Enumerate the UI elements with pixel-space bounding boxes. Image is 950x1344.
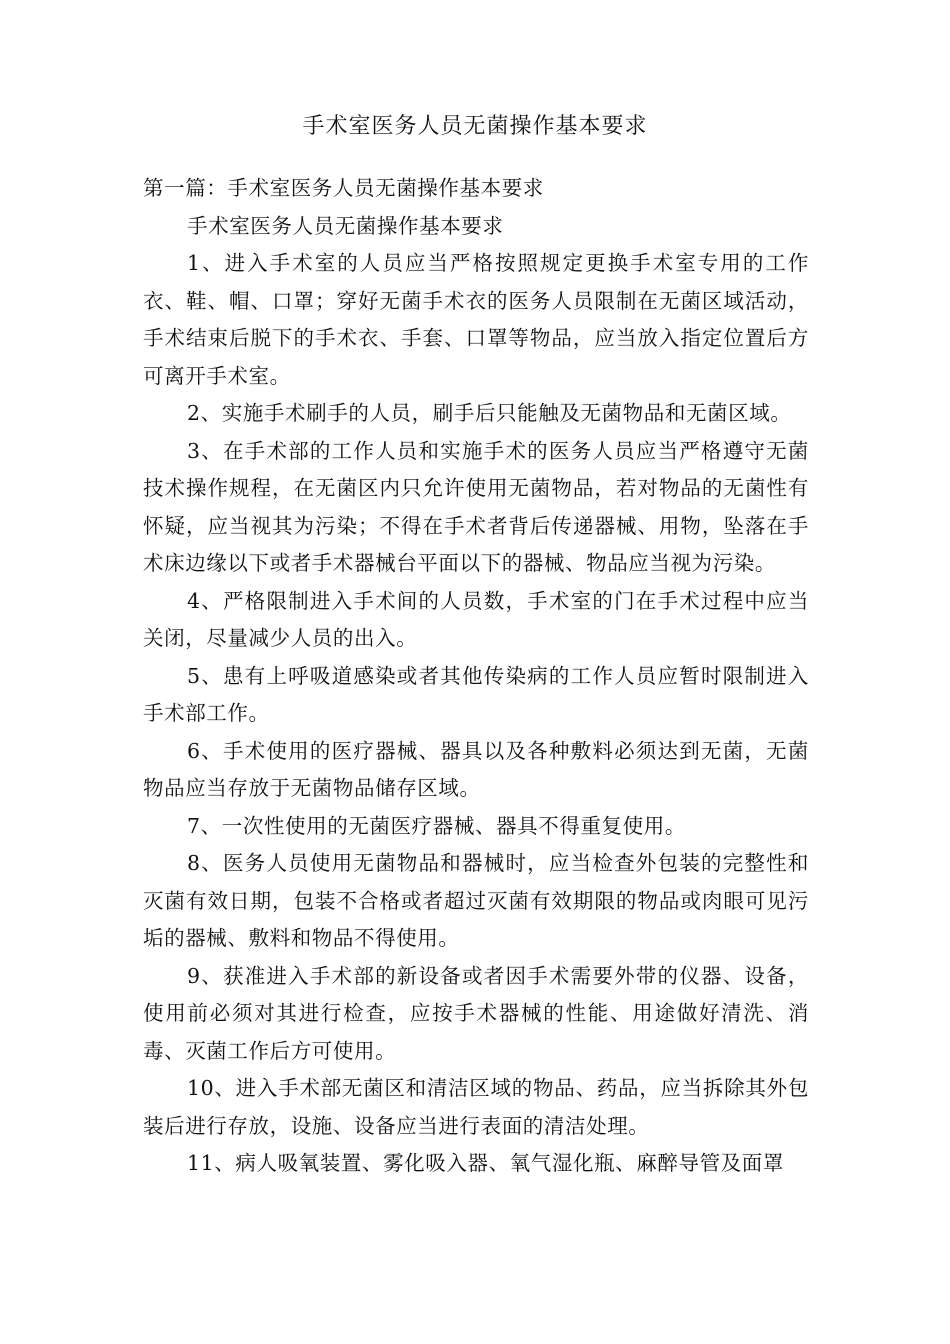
paragraph: 10、进入手术部无菌区和清洁区域的物品、药品，应当拆除其外包装后进行存放，设施、设备应当进行表面的清洁处理。 [143, 1076, 809, 1138]
document-body [143, 170, 809, 1183]
paragraph: 3、在手术部的工作人员和实施手术的医务人员应当严格遵守无菌技术操作规程，在无菌区内只允许使用无菌物品，若对物品的无菌性有怀疑，应当视其为污染；不得在手术者背后传递器械、用物，坠落在手术床边缘以下或者手术器械台平面以下的器械、物品应当视为污染。 [143, 438, 809, 575]
paragraph: 11、病人吸氧装置、雾化吸入器、氧气湿化瓶、麻醉导管及面罩 [187, 1151, 784, 1175]
paragraph: 1、进入手术室的人员应当严格按照规定更换手术室专用的工作衣、鞋、帽、口罩；穿好无菌手术衣的医务人员限制在无菌区域活动，手术结束后脱下的手术衣、手套、口罩等物品，应当放入指定位置后方可离开手术室。 [143, 251, 809, 388]
paragraph: 2、实施手术刷手的人员，刷手后只能触及无菌物品和无菌区域。 [187, 401, 792, 425]
section-heading: 第一篇：手术室医务人员无菌操作基本要求 [143, 176, 544, 200]
paragraph: 8、医务人员使用无菌物品和器械时，应当检查外包装的完整性和灭菌有效日期，包装不合格或者超过灭菌有效期限的物品或肉眼可见污垢的器械、敷料和物品不得使用。 [143, 851, 809, 950]
paragraph: 5、患有上呼吸道感染或者其他传染病的工作人员应暂时限制进入手术部工作。 [143, 663, 809, 725]
document-title: 手术室医务人员无菌操作基本要求 [302, 114, 648, 139]
section-subtitle: 手术室医务人员无菌操作基本要求 [187, 213, 504, 238]
paragraph: 9、获准进入手术部的新设备或者因手术需要外带的仪器、设备，使用前必须对其进行检查，应按手术器械的性能、用途做好清洗、消毒、灭菌工作后方可使用。 [143, 963, 809, 1063]
paragraph: 4、严格限制进入手术间的人员数，手术室的门在手术过程中应当关闭，尽量减少人员的出入。 [143, 588, 809, 650]
paragraph: 7、一次性使用的无菌医疗器械、器具不得重复使用。 [187, 813, 686, 838]
paragraph: 6、手术使用的医疗器械、器具以及各种敷料必须达到无菌，无菌物品应当存放于无菌物品储存区域。 [143, 738, 809, 800]
